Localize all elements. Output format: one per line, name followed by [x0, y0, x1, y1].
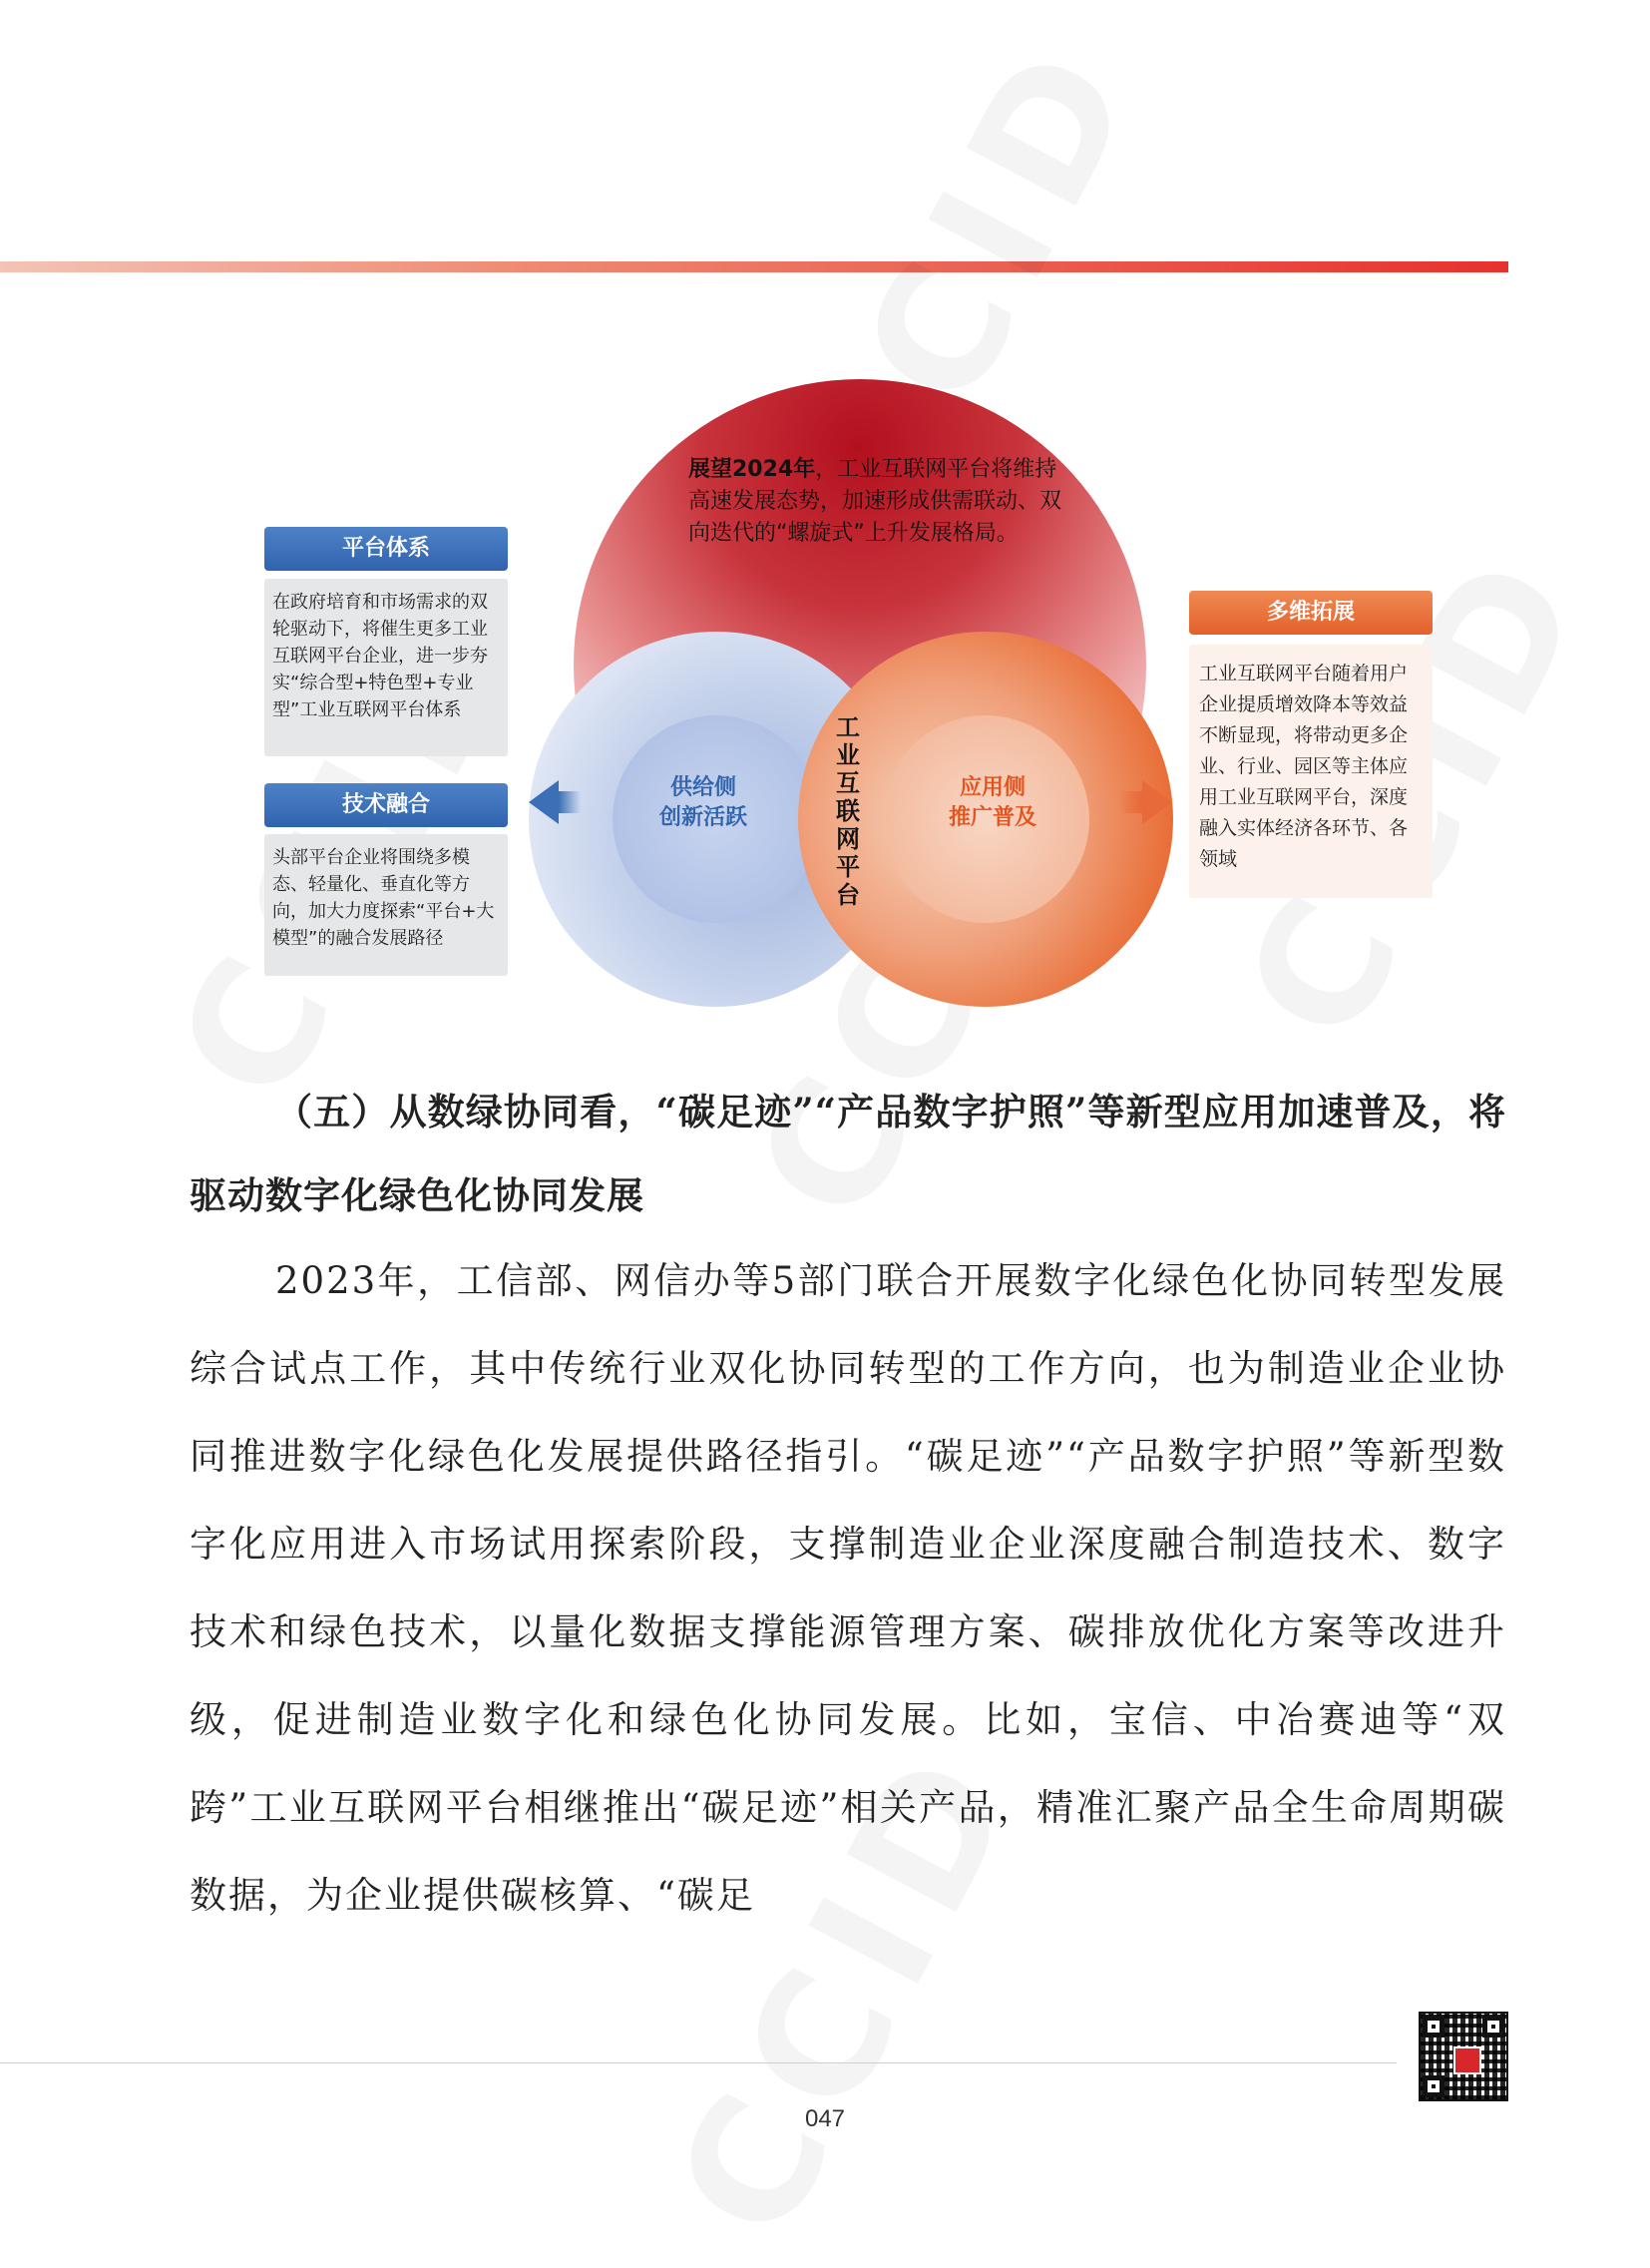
platform-system-title: 平台体系 [264, 527, 508, 571]
infographic [0, 379, 1650, 1018]
arrow-right-icon [1142, 780, 1172, 824]
center-char: 工 [836, 713, 860, 741]
center-char: 台 [836, 881, 860, 909]
section-paragraph: 2023年，工信部、网信办等5部门联合开展数字化绿色化协同转型发展综合试点工作，其中传统行业双化协同转型的工作方向，也为制造业企业协同推进数字化绿色化发展提供路径指引。“碳足迹”“产品数字护照”等新型数字化应用进入市场试用探索阶段，支撑制造业企业深度融合制造技术、数字技术和绿色技术，以量化数据支撑能源管理方案、碳排放优化方案等改进升级，促进制造业数字化和绿色化协同发展。比如，宝信、中冶赛迪等“双跨”工业互联网平台相继推出“碳足迹”相关产品，精准汇聚产品全生命周期碳数据，为企业提供碳核算、“碳足 [190, 1259, 1506, 1917]
top-accent-bar [0, 261, 1508, 272]
supply-side-line1: 供给侧 [669, 775, 736, 800]
multi-expansion-body: 工业互联网平台随着用户企业提质增效降本等效益不断显现，将带动更多企业、行业、园区等主体应用工业互联网平台，深度融入实体经济各环节、各领域 [1189, 645, 1433, 898]
footer-divider [0, 2062, 1397, 2063]
supply-side-label [628, 773, 778, 833]
center-vertical-label [828, 713, 868, 909]
tech-fusion-body: 头部平台企业将围绕多模态、轻量化、垂直化等方向，加大力度探索“平台+大模型”的融合发展路径 [264, 834, 508, 976]
application-side-line2: 推广普及 [948, 805, 1036, 830]
page-number: 047 [804, 2105, 846, 2132]
center-char: 平 [836, 853, 860, 881]
arrow-right-icon-tail [1119, 791, 1143, 813]
outlook-body: ，工业互联网平台将维持高速发展态势，加速形成供需联动、双向迭代的“螺旋式”上升发展格局。 [688, 457, 1062, 546]
outlook-lead: 展望2024年 [688, 457, 816, 482]
center-char: 联 [836, 797, 860, 825]
qr-code[interactable] [1419, 2012, 1508, 2101]
section-heading: （五）从数绿协同看，“碳足迹”“产品数字护照”等新型应用加速普及，将驱动数字化绿色化协同发展 [190, 1090, 1506, 1217]
arrow-left-icon-tail [559, 791, 581, 813]
qr-logo-icon [1453, 2046, 1481, 2074]
outlook-text [688, 454, 1067, 550]
platform-system-body: 在政府培育和市场需求的双轮驱动下，将催生更多工业互联网平台企业，进一步夯实“综合型+特色型+专业型”工业互联网平台体系 [264, 579, 508, 756]
application-side-label [918, 773, 1067, 833]
center-char: 互 [836, 769, 860, 797]
center-char: 业 [836, 741, 860, 769]
arrow-left-icon [529, 780, 559, 824]
supply-side-line2: 创新活跃 [658, 805, 747, 830]
application-side-line1: 应用侧 [959, 775, 1026, 800]
multi-expansion-title: 多维拓展 [1189, 591, 1433, 635]
center-char: 网 [836, 825, 860, 853]
tech-fusion-title: 技术融合 [264, 783, 508, 827]
